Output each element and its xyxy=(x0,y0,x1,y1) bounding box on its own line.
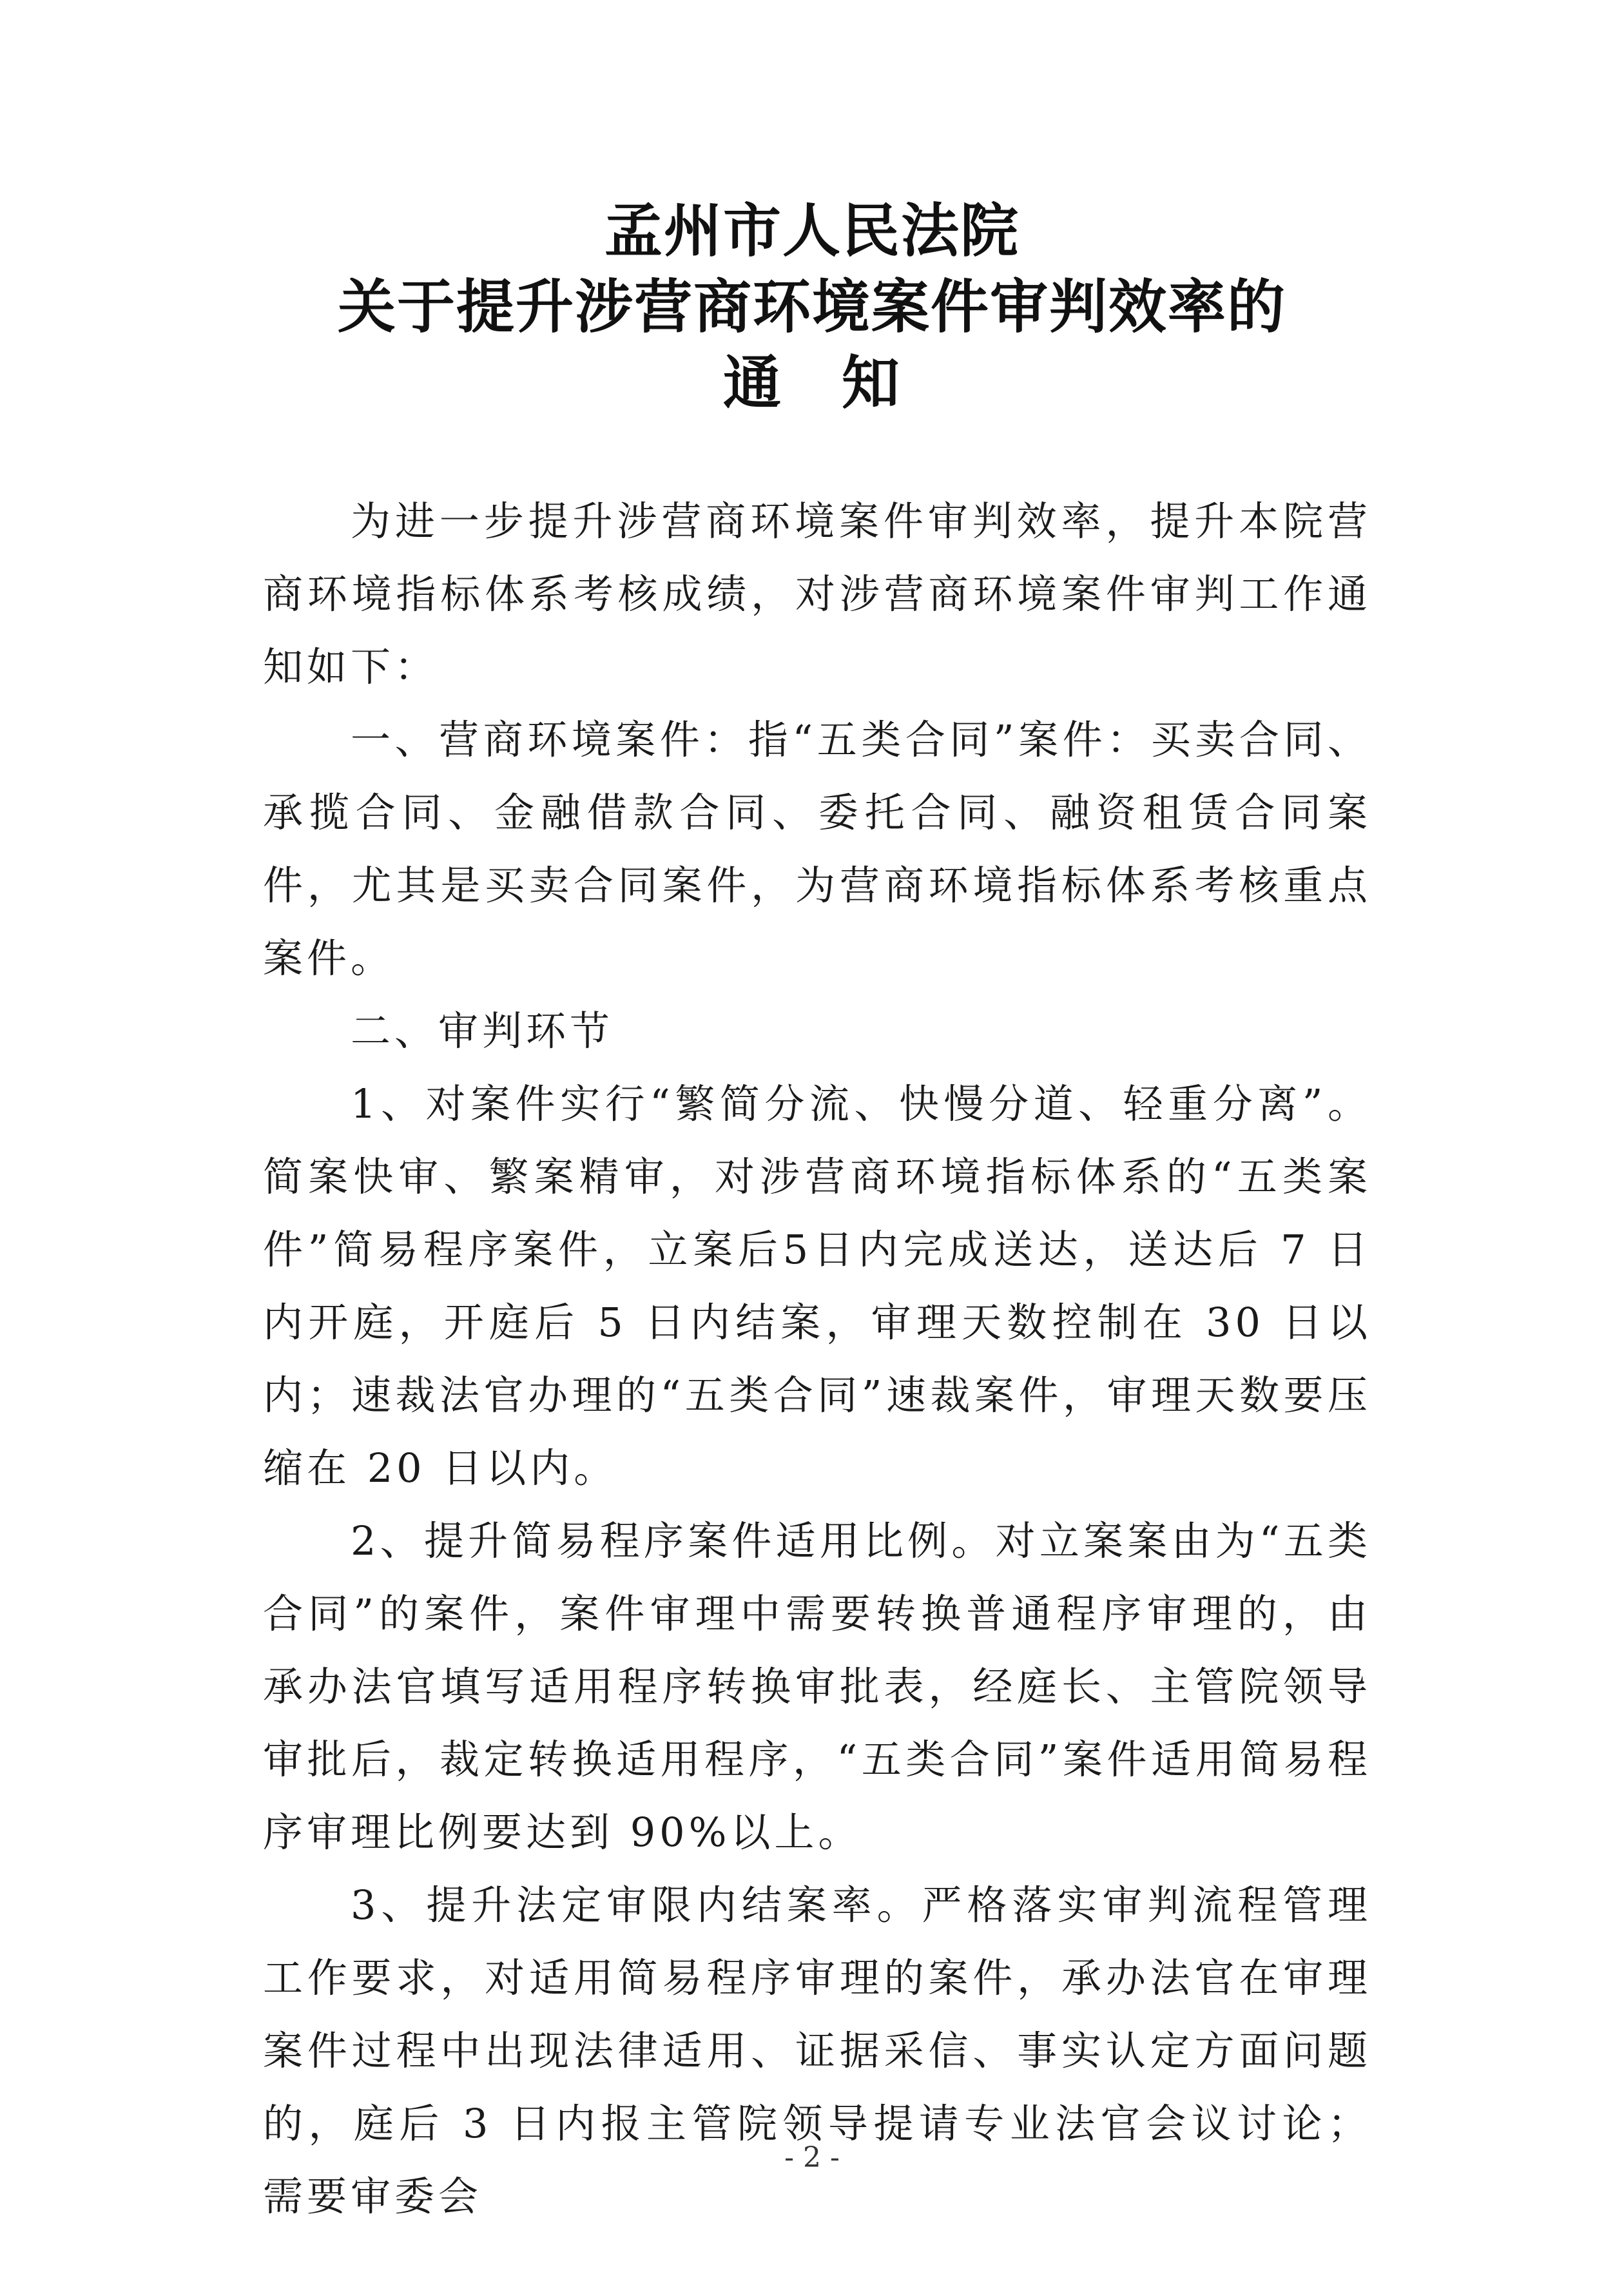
paragraph-item-2: 2、提升简易程序案件适用比例。对立案案由为“五类合同”的案件，案件审理中需要转换普通程序审理的，由承办法官填写适用程序转换审批表，经庭长、主管院领导审批后，裁定转换适用程序，“五类合同”案件适用简易程序审理比例要达到 90%以上。 xyxy=(263,1517,1371,1856)
document-body xyxy=(263,485,1371,2233)
title-line-court: 孟州市人民法院 xyxy=(604,197,1020,265)
paragraph-section-one: 一、营商环境案件：指“五类合同”案件：买卖合同、承揽合同、金融借款合同、委托合同、融资租赁合同案件，尤其是买卖合同案件，为营商环境指标体系考核重点案件。 xyxy=(263,716,1371,982)
paragraph-item-1: 1、对案件实行“繁简分流、快慢分道、轻重分离”。简案快审、繁案精审，对涉营商环境指标体系的“五类案件”简易程序案件，立案后5日内完成送达，送达后 7 日内开庭，开庭后 5 日内结案，审理天数控制在 30 日以内；速裁法官办理的“五类合同”速裁案件，审理天数要压缩在 20 日以内。 xyxy=(263,1080,1371,1492)
title-line-notice: 通 知 xyxy=(723,349,901,417)
paragraph-item-3: 3、提升法定审限内结案率。严格落实审判流程管理工作要求，对适用简易程序审理的案件，承办法官在审理案件过程中出现法律适用、证据采信、事实认定方面问题的，庭后 3 日内报主管院领导提请专业法官会议讨论；需要审委会 xyxy=(263,1881,1371,2220)
document-title xyxy=(0,193,1624,422)
paragraph-section-two-heading: 二、审判环节 xyxy=(351,1007,614,1054)
page-number: - 2 - xyxy=(784,2141,840,2174)
title-line-subject: 关于提升涉营商环境案件审判效率的 xyxy=(338,273,1286,341)
paragraph-intro: 为进一步提升涉营商环境案件审判效率，提升本院营商环境指标体系考核成绩，对涉营商环境案件审判工作通知如下： xyxy=(263,498,1371,690)
